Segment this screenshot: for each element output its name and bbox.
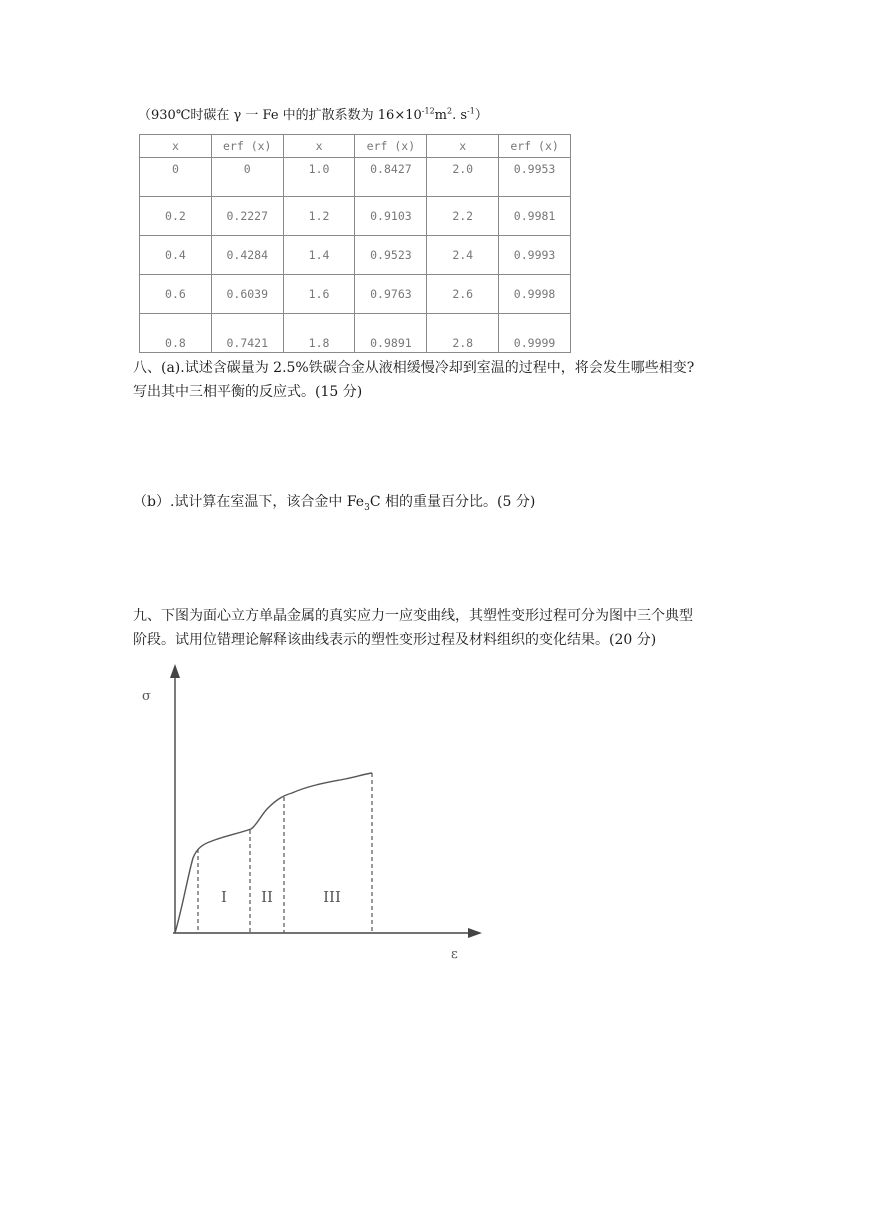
table-cell: 0.8 — [140, 314, 212, 353]
table-cell: 0.9103 — [355, 197, 427, 236]
stage-label-2: II — [261, 888, 273, 906]
x-axis-label: ε — [451, 947, 458, 962]
diffusion-coefficient-note: （930℃时碳在 γ 一 Fe 中的扩散系数为 $16\times 10^{-12}m^2$. $s^{-1}$） — [138, 106, 488, 123]
table-cell: 0 — [211, 158, 283, 197]
table-header: x — [140, 135, 212, 158]
table-cell: 0 — [140, 158, 212, 197]
stage-label-3: III — [323, 888, 341, 906]
table-cell: 0.2 — [140, 197, 212, 236]
stress-strain-curve — [175, 773, 372, 933]
table-cell: 2.6 — [427, 275, 499, 314]
table-cell: 0.7421 — [211, 314, 283, 353]
table-header: x — [427, 135, 499, 158]
table-cell: 0.4 — [140, 236, 212, 275]
question-9-line-1: 九、下图为面心立方单晶金属的真实应力一应变曲线，其塑性变形过程可分为图中三个典型 — [133, 608, 693, 624]
table-cell: 2.2 — [427, 197, 499, 236]
table-header: x — [283, 135, 355, 158]
table-header: erf (x) — [211, 135, 283, 158]
table-cell: 0.9763 — [355, 275, 427, 314]
y-axis-label: σ — [142, 689, 151, 704]
table-cell: 1.0 — [283, 158, 355, 197]
table-cell: 0.4284 — [211, 236, 283, 275]
question-9-line-2: 阶段。试用位错理论解释该曲线表示的塑性变形过程及材料组织的变化结果。(20 分) — [133, 632, 657, 648]
table-cell: 0.9999 — [499, 314, 571, 353]
stage-label-1: I — [221, 888, 227, 906]
question-8a-line-2: 写出其中三相平衡的反应式。(15 分) — [133, 384, 363, 400]
table-cell: 1.8 — [283, 314, 355, 353]
table-cell: 0.9981 — [499, 197, 571, 236]
table-cell: 0.9891 — [355, 314, 427, 353]
question-8a-line-1: 八、(a).试述含碳量为 2.5%铁碳合金从液相缓慢冷却到室温的过程中，将会发生哪些相变? — [133, 360, 695, 376]
table-cell: 0.9953 — [499, 158, 571, 197]
table-cell: 2.0 — [427, 158, 499, 197]
table-cell: 0.9523 — [355, 236, 427, 275]
table-header: erf (x) — [355, 135, 427, 158]
y-axis-arrow — [170, 664, 180, 678]
question-8b: （b）.试计算在室温下，该合金中 $Fe_3C$ 相的重量百分比。(5 分) — [133, 494, 536, 513]
table-header: erf (x) — [499, 135, 571, 158]
table-cell: 1.2 — [283, 197, 355, 236]
table-cell: 0.6 — [140, 275, 212, 314]
table-cell: 0.9993 — [499, 236, 571, 275]
table-cell: 1.6 — [283, 275, 355, 314]
table-cell: 1.4 — [283, 236, 355, 275]
table-cell: 2.4 — [427, 236, 499, 275]
x-axis-arrow — [468, 928, 482, 938]
table-cell: 0.2227 — [211, 197, 283, 236]
table-cell: 0.9998 — [499, 275, 571, 314]
table-cell: 0.6039 — [211, 275, 283, 314]
table-cell: 2.8 — [427, 314, 499, 353]
table-cell: 0.8427 — [355, 158, 427, 197]
